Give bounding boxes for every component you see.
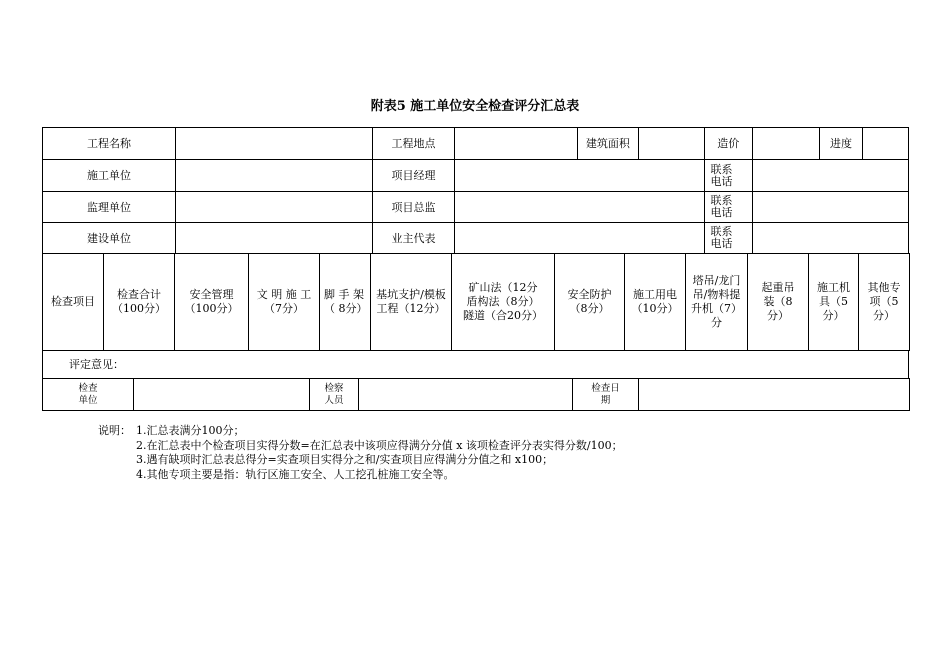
construction-unit-label: 施工单位	[43, 160, 176, 192]
project-info-table	[42, 127, 909, 254]
check-staff-label: 检察人员	[310, 379, 359, 411]
progress-field[interactable]	[862, 128, 908, 160]
progress-label: 进度	[820, 128, 862, 160]
contact-phone-field[interactable]	[752, 192, 908, 223]
project-name-label: 工程名称	[43, 128, 176, 160]
construction-power-header: 施工用电（10分）	[625, 254, 686, 351]
contact-phone-label: 联系电话	[704, 160, 752, 192]
note-4: 4.其他专项主要是指：轨行区施工安全、人工挖孔桩施工安全等。	[136, 467, 455, 481]
project-name-field[interactable]	[175, 128, 372, 160]
notes	[98, 424, 623, 482]
project-location-field[interactable]	[454, 128, 577, 160]
crane-header: 塔吊/龙门吊/物料提升机（7）分	[686, 254, 748, 351]
note-2: 2.在汇总表中个检查项目实得分数=在汇总表中该项应得满分分值 x 该项检查评分表实得分数/100；	[136, 438, 623, 452]
supervision-unit-field[interactable]	[175, 192, 372, 223]
scaffold-header: 脚 手 架（ 8分）	[320, 254, 371, 351]
project-manager-label: 项目经理	[373, 160, 455, 192]
check-item-header: 检查项目	[43, 254, 104, 351]
contact-phone-label: 联系电话	[704, 192, 752, 223]
note-3: 3.遇有缺项时汇总表总得分=实查项目实得分之和/实查项目应得满分分值之和 x100；	[136, 453, 554, 466]
safety-management-header: 安全管理（100分）	[175, 254, 249, 351]
check-unit-field[interactable]	[134, 379, 310, 411]
opinion-field[interactable]: 评定意见：	[43, 351, 909, 379]
other-special-header: 其他专项（5分）	[859, 254, 910, 351]
construction-owner-label: 建设单位	[43, 223, 176, 254]
owner-rep-field[interactable]	[454, 223, 704, 254]
check-items-table	[42, 253, 910, 351]
building-area-field[interactable]	[639, 128, 704, 160]
contact-phone-field[interactable]	[752, 223, 908, 254]
supervision-unit-label: 监理单位	[43, 192, 176, 223]
project-location-label: 工程地点	[373, 128, 455, 160]
machinery-header: 施工机具（5分）	[809, 254, 859, 351]
note-1: 1.汇总表满分100分；	[136, 424, 245, 437]
opinion-table	[42, 350, 909, 379]
contact-phone-label: 联系电话	[704, 223, 752, 254]
check-staff-field[interactable]	[359, 379, 573, 411]
chief-supervisor-field[interactable]	[454, 192, 704, 223]
tunnel-method-header: 矿山法（12分 盾构法（8分） 隧道（合20分）	[452, 254, 555, 351]
signature-table	[42, 378, 910, 411]
check-date-label: 检查日期	[573, 379, 639, 411]
project-manager-field[interactable]	[454, 160, 704, 192]
civilized-construction-header: 文 明 施 工（7分）	[249, 254, 320, 351]
construction-unit-field[interactable]	[175, 160, 372, 192]
construction-owner-field[interactable]	[175, 223, 372, 254]
contact-phone-field[interactable]	[752, 160, 908, 192]
check-date-field[interactable]	[639, 379, 910, 411]
building-area-label: 建筑面积	[577, 128, 638, 160]
safety-protection-header: 安全防护（8分）	[555, 254, 625, 351]
cost-label: 造价	[704, 128, 752, 160]
notes-label: 说明：	[98, 424, 131, 437]
cost-field[interactable]	[752, 128, 819, 160]
excavation-support-header: 基坑支护/模板工程（12分）	[371, 254, 452, 351]
hoisting-header: 起重吊装（8分）	[748, 254, 809, 351]
page-title: 附表5 施工单位安全检查评分汇总表	[370, 99, 580, 114]
chief-supervisor-label: 项目总监	[373, 192, 455, 223]
check-total-header: 检查合计（100分）	[104, 254, 175, 351]
owner-rep-label: 业主代表	[373, 223, 455, 254]
check-unit-label: 检查单位	[43, 379, 134, 411]
